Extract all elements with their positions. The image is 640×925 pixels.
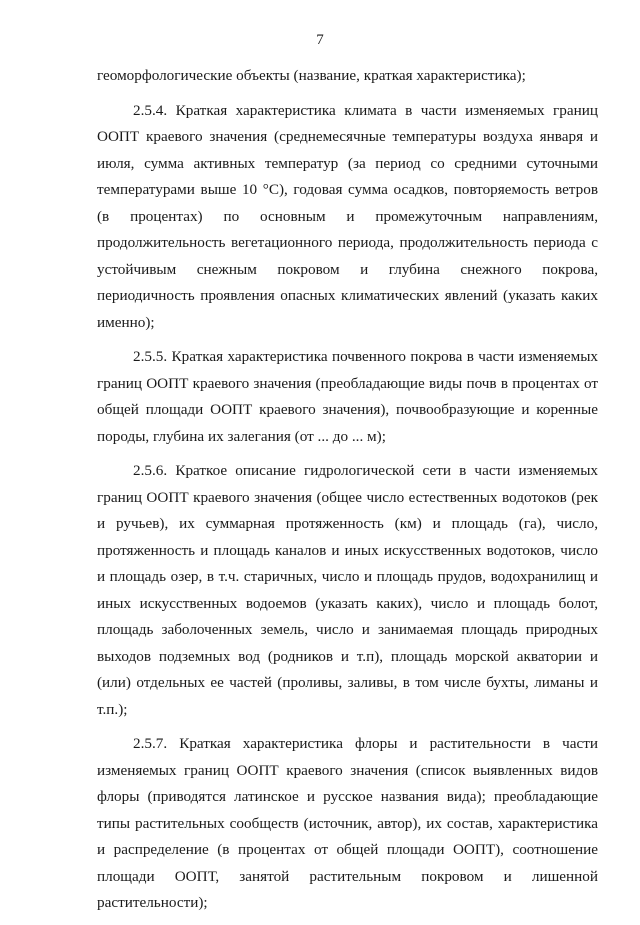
paragraph-2-5-7: 2.5.7. Краткая характеристика флоры и растительности в части изменяемых границ ООПТ краевого значения (список выявленных видов флоры (приводятся латинское и русское названия вида); преобладающие типы растительных сообществ (источник, автор), их состав, характеристика и распределение (в процентах от общей площади ООПТ), соотношение площади ООПТ, занятой растительным покровом и лишенной растительности); — [97, 735, 598, 911]
paragraph-continuation: геоморфологические объекты (название, краткая характеристика); — [97, 67, 526, 84]
paragraph-2-5-6: 2.5.6. Краткое описание гидрологической сети в части изменяемых границ ООПТ краевого значения (общее число естественных водотоков (рек и ручьев), их суммарная протяженность (км) и площадь (га), число, протяженность и площадь каналов и иных искусственных водотоков, число и площадь озер, в т.ч. старичных, число и площадь прудов, водохранилищ и иных искусственных водоемов (указать каких), число и площадь болот, площадь заболоченных земель, число и занимаемая площадь природных выходов подземных вод (родников и т.п), площадь морской акватории и (или) отдельных ее частей (проливы, заливы, в том числе бухты, лиманы и т.п.); — [97, 462, 598, 718]
paragraph-2-5-5: 2.5.5. Краткая характеристика почвенного покрова в части изменяемых границ ООПТ краевого значения (преобладающие виды почв в процентах от общей площади ООПТ краевого значения), почвообразующие и коренные породы, глубина их залегания (от ... до ... м); — [97, 348, 598, 445]
page-number: 7 — [316, 32, 324, 48]
paragraph-2-5-4: 2.5.4. Краткая характеристика климата в части изменяемых границ ООПТ краевого значения (среднемесячные температуры воздуха января и июля, сумма активных температур (за период со средними суточными температурами выше 10 °С), годовая сумма осадков, повторяемость ветров (в процентах) по основным и промежуточным направлениям, продолжительность вегетационного периода, продолжительность периода с устойчивым снежным покровом и глубина снежного покрова, периодичность проявления опасных климатических явлений (указать каких именно); — [97, 101, 598, 331]
document-body — [97, 63, 598, 925]
